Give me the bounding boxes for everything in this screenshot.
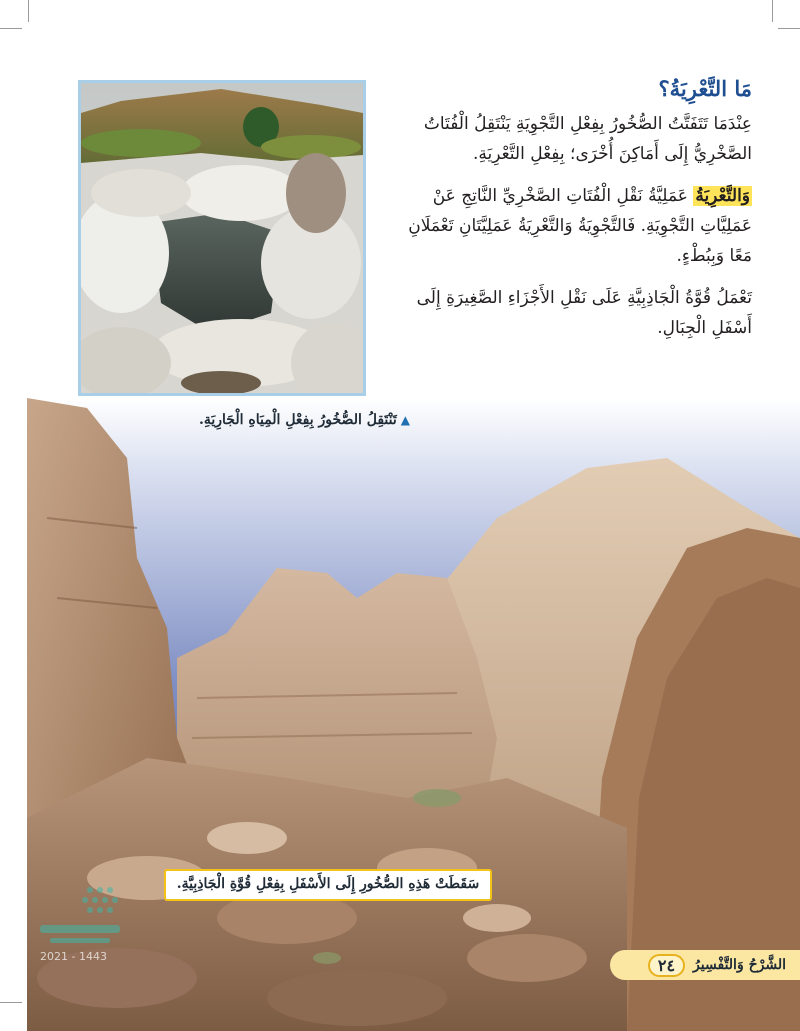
footer-section-tab [610,950,800,980]
paragraph-3: تَعْمَلُ قُوَّةُ الْجَاذِبِيَّةِ عَلَى نَقْلِ الأَجْزَاءِ الصَّغِيرَةِ إِلَى أَسْفَلِ الْجِبَالِ. [416,288,752,338]
crop-mark [778,28,800,29]
photo-caption-1 [110,412,410,428]
paragraph-2-text: عَمَلِيَّةُ نَقْلِ الْفُتَاتِ الصَّخْرِيِّ النَّاتِجِ عَنْ عَمَلِيَّاتِ التَّجْوِيَةِ. فَالتَّجْوِيَةُ وَالتَّعْرِيَةُ عَمَلِيَّتَانِ تَعْمَلَانِ مَعًا وَبِبُطْءٍ. [408,186,752,266]
paragraph-1: عِنْدَمَا تَتَفَتَّتُ الصُّخُورُ بِفِعْلِ التَّجْوِيَةِ يَنْتَقِلُ الْفُتَاتُ الصَّخْرِيُّ إِلَى أَمَاكِنَ أُخْرَى؛ بِفِعْلِ التَّعْرِيَةِ. [423,114,752,164]
page-number: ٢٤ [648,954,685,977]
highlighted-term: وَالتَّعْرِيَةُ [695,186,750,206]
paragraph-2 [384,181,752,271]
crop-mark [0,1002,22,1003]
section-heading: مَا التَّعْرِيَةُ؟ [658,76,752,101]
watermark-year: 2021 - 1443 [40,950,107,963]
photo-caption-2: سَقَطَتْ هَذِهِ الصُّخُورِ إِلَى الأَسْفَلِ بِفِعْلِ قُوَّةِ الْجَاذِبِيَّةِ. [164,869,492,901]
text-column [384,76,752,355]
triangle-bullet-icon: ▲ [400,413,410,427]
canyon-photo [27,398,800,1031]
river-rocks-photo [78,80,366,396]
caption-1-text: تَنْتَقِلُ الصُّخُورُ بِفِعْلِ الْمِيَاهِ الْجَارِيَةِ. [199,412,397,428]
crop-mark [772,0,773,22]
crop-mark [0,28,22,29]
crop-mark [28,0,29,22]
footer-section-label: الشَّرْحُ وَالتَّفْسِيرُ [693,957,786,973]
